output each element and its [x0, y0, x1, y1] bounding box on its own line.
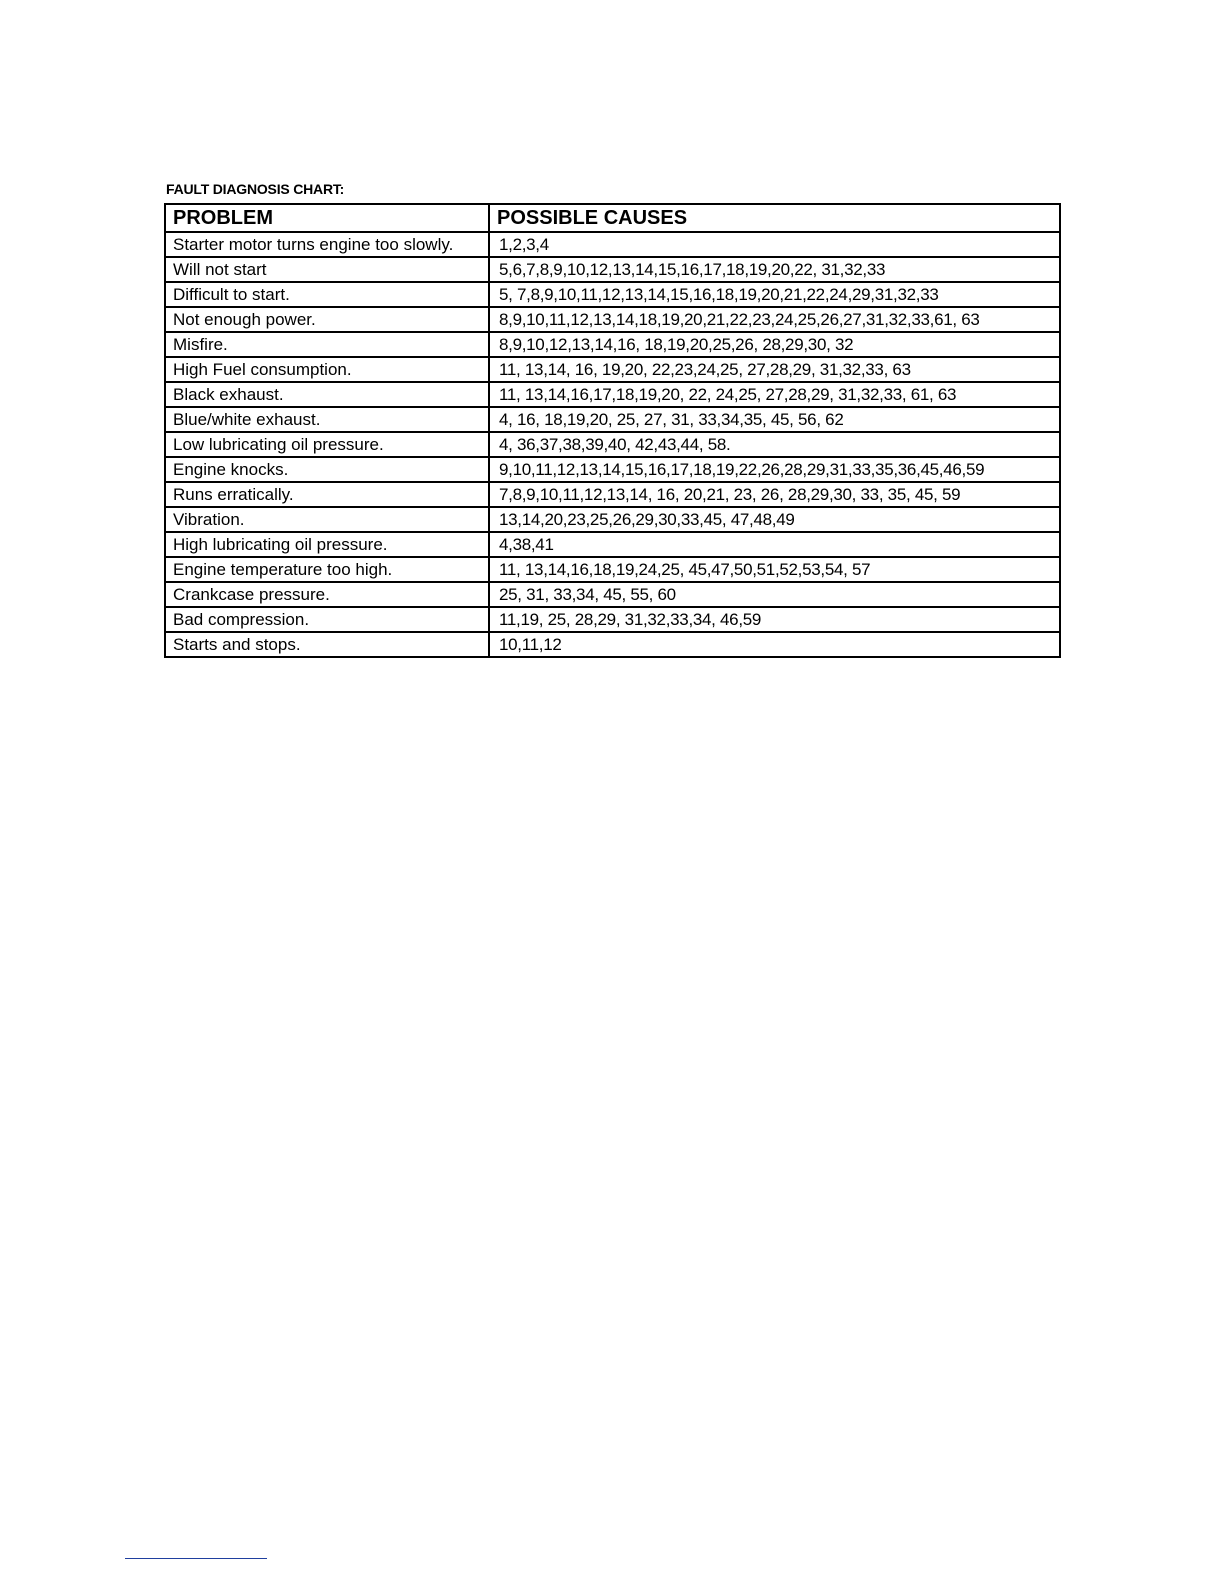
causes-cell: 4,38,41	[489, 532, 1060, 557]
problem-cell: Runs erratically.	[165, 482, 489, 507]
problem-cell: Black exhaust.	[165, 382, 489, 407]
problem-column-header: PROBLEM	[165, 204, 489, 232]
footnote-separator	[125, 1558, 267, 1559]
causes-cell: 1,2,3,4	[489, 232, 1060, 257]
problem-cell: Starts and stops.	[165, 632, 489, 657]
table-row	[165, 307, 1060, 332]
causes-cell: 4, 36,37,38,39,40, 42,43,44, 58.	[489, 432, 1060, 457]
problem-cell: Vibration.	[165, 507, 489, 532]
causes-cell: 11, 13,14,16,17,18,19,20, 22, 24,25, 27,28,29, 31,32,33, 61, 63	[489, 382, 1060, 407]
problem-cell: Engine knocks.	[165, 457, 489, 482]
table-row	[165, 457, 1060, 482]
table-row	[165, 407, 1060, 432]
problem-cell: Starter motor turns engine too slowly.	[165, 232, 489, 257]
chart-heading: FAULT DIAGNOSIS CHART:	[166, 181, 345, 197]
problem-cell: Difficult to start.	[165, 282, 489, 307]
causes-cell: 11,19, 25, 28,29, 31,32,33,34, 46,59	[489, 607, 1060, 632]
table-header-row	[165, 204, 1060, 232]
causes-cell: 8,9,10,11,12,13,14,18,19,20,21,22,23,24,25,26,27,31,32,33,61, 63	[489, 307, 1060, 332]
causes-cell: 9,10,11,12,13,14,15,16,17,18,19,22,26,28,29,31,33,35,36,45,46,59	[489, 457, 1060, 482]
table-row	[165, 382, 1060, 407]
causes-cell: 10,11,12	[489, 632, 1060, 657]
table-row	[165, 432, 1060, 457]
causes-cell: 11, 13,14, 16, 19,20, 22,23,24,25, 27,28,29, 31,32,33, 63	[489, 357, 1060, 382]
table-row	[165, 232, 1060, 257]
problem-cell: Crankcase pressure.	[165, 582, 489, 607]
problem-cell: Not enough power.	[165, 307, 489, 332]
causes-cell: 8,9,10,12,13,14,16, 18,19,20,25,26, 28,29,30, 32	[489, 332, 1060, 357]
table-row	[165, 282, 1060, 307]
causes-cell: 11, 13,14,16,18,19,24,25, 45,47,50,51,52,53,54, 57	[489, 557, 1060, 582]
causes-cell: 5, 7,8,9,10,11,12,13,14,15,16,18,19,20,21,22,24,29,31,32,33	[489, 282, 1060, 307]
table-row	[165, 582, 1060, 607]
table-row	[165, 332, 1060, 357]
problem-cell: High lubricating oil pressure.	[165, 532, 489, 557]
fault-diagnosis-table	[164, 203, 1061, 658]
table-row	[165, 632, 1060, 657]
table-row	[165, 357, 1060, 382]
table-row	[165, 607, 1060, 632]
table-row	[165, 557, 1060, 582]
problem-cell: Blue/white exhaust.	[165, 407, 489, 432]
problem-cell: High Fuel consumption.	[165, 357, 489, 382]
problem-cell: Low lubricating oil pressure.	[165, 432, 489, 457]
table-row	[165, 482, 1060, 507]
table-row	[165, 532, 1060, 557]
table-row	[165, 507, 1060, 532]
problem-cell: Will not start	[165, 257, 489, 282]
problem-cell: Bad compression.	[165, 607, 489, 632]
causes-column-header: POSSIBLE CAUSES	[489, 204, 1060, 232]
causes-cell: 7,8,9,10,11,12,13,14, 16, 20,21, 23, 26, 28,29,30, 33, 35, 45, 59	[489, 482, 1060, 507]
causes-cell: 5,6,7,8,9,10,12,13,14,15,16,17,18,19,20,22, 31,32,33	[489, 257, 1060, 282]
causes-cell: 25, 31, 33,34, 45, 55, 60	[489, 582, 1060, 607]
causes-cell: 13,14,20,23,25,26,29,30,33,45, 47,48,49	[489, 507, 1060, 532]
problem-cell: Engine temperature too high.	[165, 557, 489, 582]
causes-cell: 4, 16, 18,19,20, 25, 27, 31, 33,34,35, 45, 56, 62	[489, 407, 1060, 432]
table-row	[165, 257, 1060, 282]
problem-cell: Misfire.	[165, 332, 489, 357]
